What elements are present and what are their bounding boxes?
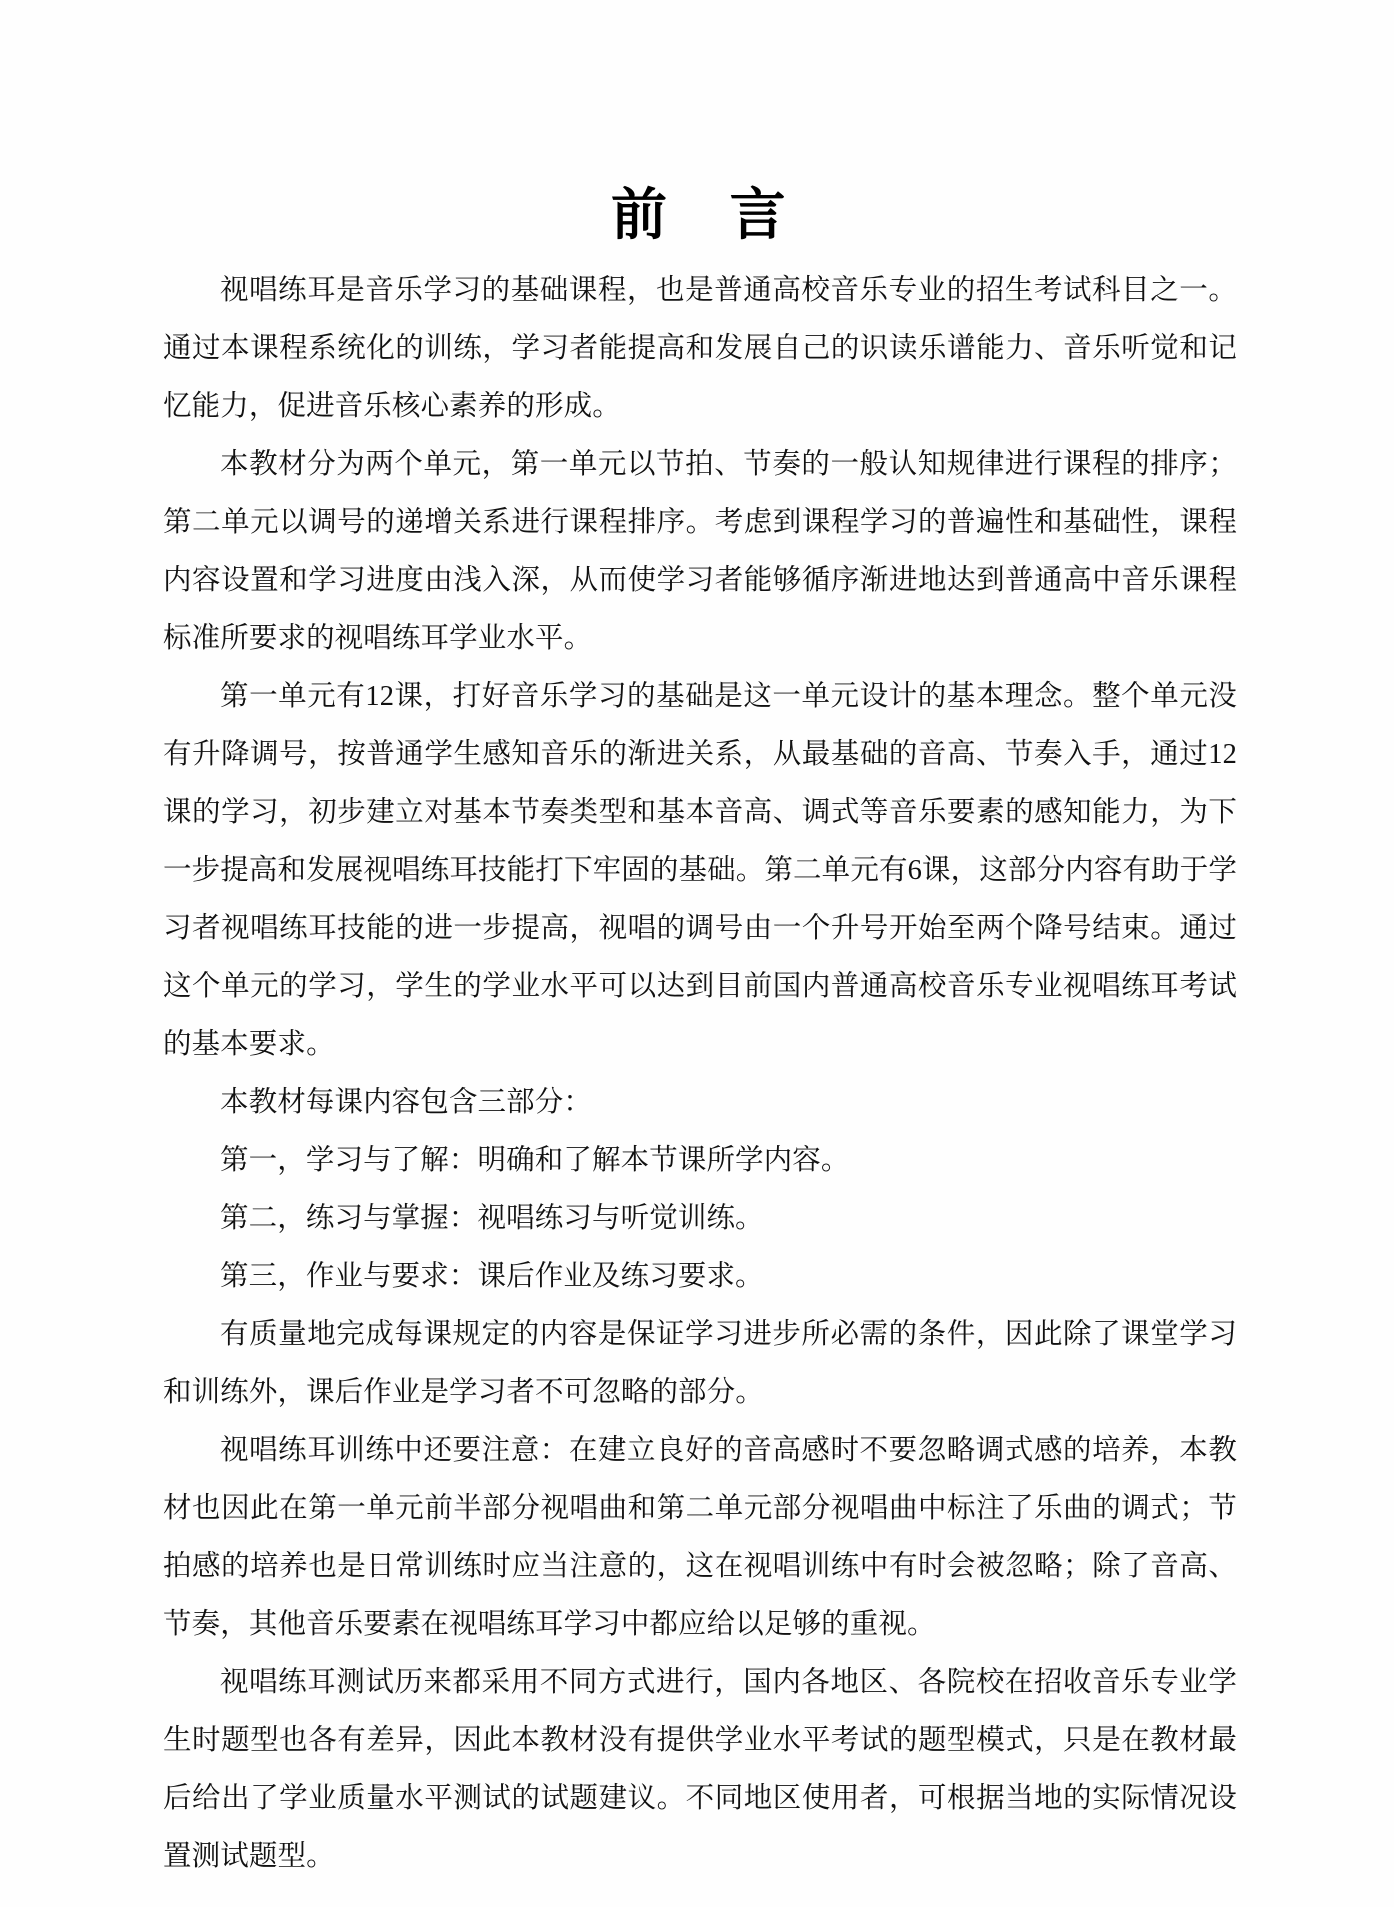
paragraph-6: 视唱练耳测试历来都采用不同方式进行，国内各地区、各院校在招收音乐专业学生时题型也各有差异，因此本教材没有提供学业水平考试的题型模式，只是在教材最后给出了学业质量水平测试的试题建议。不同地区使用者，可根据当地的实际情况设置测试题型。	[163, 1667, 1237, 1872]
paragraph-lead-in: 本教材每课内容包含三部分：	[220, 1087, 592, 1118]
page-title: 前 言	[610, 183, 790, 248]
paragraph-2: 本教材分为两个单元，第一单元以节拍、节奏的一般认知规律进行课程的排序；第二单元以调号的递增关系进行课程排序。考虑到课程学习的普遍性和基础性，课程内容设置和学习进度由浅入深，从而使学习者能够循序渐进地达到普通高中音乐课程标准所要求的视唱练耳学业水平。	[163, 449, 1237, 654]
paragraph-4: 有质量地完成每课规定的内容是保证学习进步所必需的条件，因此除了课堂学习和训练外，课后作业是学习者不可忽略的部分。	[163, 1319, 1237, 1408]
list-item-second: 第二，练习与掌握：视唱练习与听觉训练。	[220, 1203, 764, 1234]
list-item-third: 第三，作业与要求：课后作业及练习要求。	[220, 1261, 764, 1292]
text-column	[163, 0, 1237, 1907]
list-item-first: 第一，学习与了解：明确和了解本节课所学内容。	[220, 1145, 850, 1176]
paragraph-1: 视唱练耳是音乐学习的基础课程，也是普通高校音乐专业的招生考试科目之一。通过本课程系统化的训练，学习者能提高和发展自己的识读乐谱能力、音乐听觉和记忆能力，促进音乐核心素养的形成。	[163, 275, 1237, 422]
paragraph-5: 视唱练耳训练中还要注意：在建立良好的音高感时不要忽略调式感的培养，本教材也因此在第一单元前半部分视唱曲和第二单元部分视唱曲中标注了乐曲的调式；节拍感的培养也是日常训练时应当注意的，这在视唱训练中有时会被忽略；除了音高、节奏，其他音乐要素在视唱练耳学习中都应给以足够的重视。	[163, 1435, 1237, 1640]
preface-body	[163, 262, 1237, 1886]
paragraph-3: 第一单元有12课，打好音乐学习的基础是这一单元设计的基本理念。整个单元没有升降调号，按普通学生感知音乐的渐进关系，从最基础的音高、节奏入手，通过12课的学习，初步建立对基本节奏类型和基本音高、调式等音乐要素的感知能力，为下一步提高和发展视唱练耳技能打下牢固的基础。第二单元有6课，这部分内容有助于学习者视唱练耳技能的进一步提高，视唱的调号由一个升号开始至两个降号结束。通过这个单元的学习，学生的学业水平可以达到目前国内普通高校音乐专业视唱练耳考试的基本要求。	[163, 681, 1237, 1060]
